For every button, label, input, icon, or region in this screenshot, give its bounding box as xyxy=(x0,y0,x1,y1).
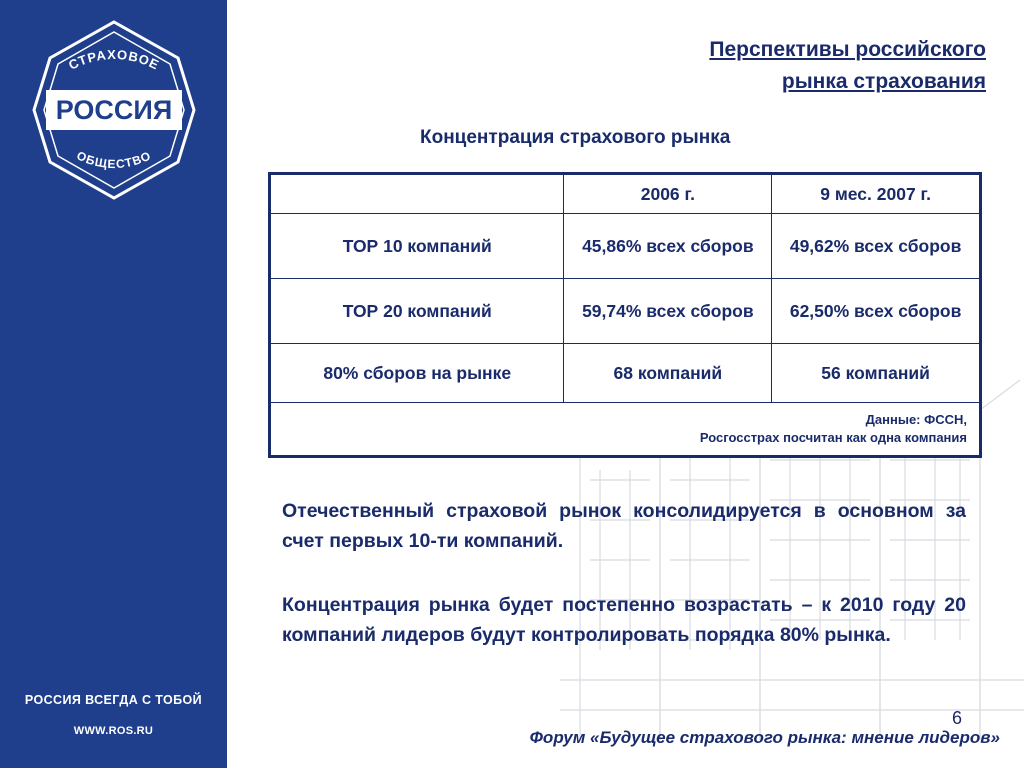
table-row xyxy=(270,214,981,279)
table-cell: 68 компаний xyxy=(564,344,772,403)
concentration-table xyxy=(268,172,982,458)
svg-text:ОБЩЕСТВО xyxy=(75,148,154,171)
table-note-row xyxy=(270,403,981,457)
footer-forum-title: Форум «Будущее страхового рынка: мнение лидеров» xyxy=(529,728,1000,747)
logo-center-text: РОССИЯ xyxy=(55,95,173,125)
table-header-cell: 9 мес. 2007 г. xyxy=(772,174,981,214)
paragraph-consolidation: Отечественный страховой рынок консолидируется в основном за счет первых 10-ти компаний. xyxy=(282,500,966,552)
sidebar-url[interactable]: WWW.ROS.RU xyxy=(73,725,154,737)
company-logo xyxy=(28,18,200,202)
page-number: 6 xyxy=(952,708,963,728)
source-note-line-2: Росгосстрах посчитан как одна компания xyxy=(699,430,967,445)
logo-bottom-text: ОБЩЕСТВО xyxy=(74,148,154,172)
logo-top-text: СТРАХОВОЕ xyxy=(66,46,162,73)
table-heading: Концентрация страхового рынка xyxy=(420,127,731,148)
table-row xyxy=(270,344,981,403)
sidebar-slogan: РОССИЯ ВСЕГДА С ТОБОЙ xyxy=(24,693,203,707)
table-cell: 45,86% всех сборов xyxy=(564,214,772,279)
table-cell: 59,74% всех сборов xyxy=(564,279,772,344)
source-note-line-1: Данные: ФССН, xyxy=(865,412,967,427)
paragraph-forecast: Концентрация рынка будет постепенно возрастать – к 2010 году 20 компаний лидеров будут контролировать порядка 80% рынка. xyxy=(282,594,966,646)
table-cell: 62,50% всех сборов xyxy=(772,279,981,344)
table-source-note xyxy=(270,403,981,457)
table-cell: 49,62% всех сборов xyxy=(772,214,981,279)
table-row-label: 80% сборов на рынке xyxy=(270,344,564,403)
table-row-label: ТОР 10 компаний xyxy=(270,214,564,279)
table-row-label: ТОР 20 компаний xyxy=(270,279,564,344)
title-line-1: Перспективы российского xyxy=(709,38,986,61)
table-header-cell: 2006 г. xyxy=(564,174,772,214)
table-header-cell xyxy=(270,174,564,214)
table-row xyxy=(270,279,981,344)
title-line-2: рынка страхования xyxy=(781,70,986,93)
table-header-row xyxy=(270,174,981,214)
table-cell: 56 компаний xyxy=(772,344,981,403)
sidebar xyxy=(0,0,227,768)
page-title xyxy=(709,34,986,98)
